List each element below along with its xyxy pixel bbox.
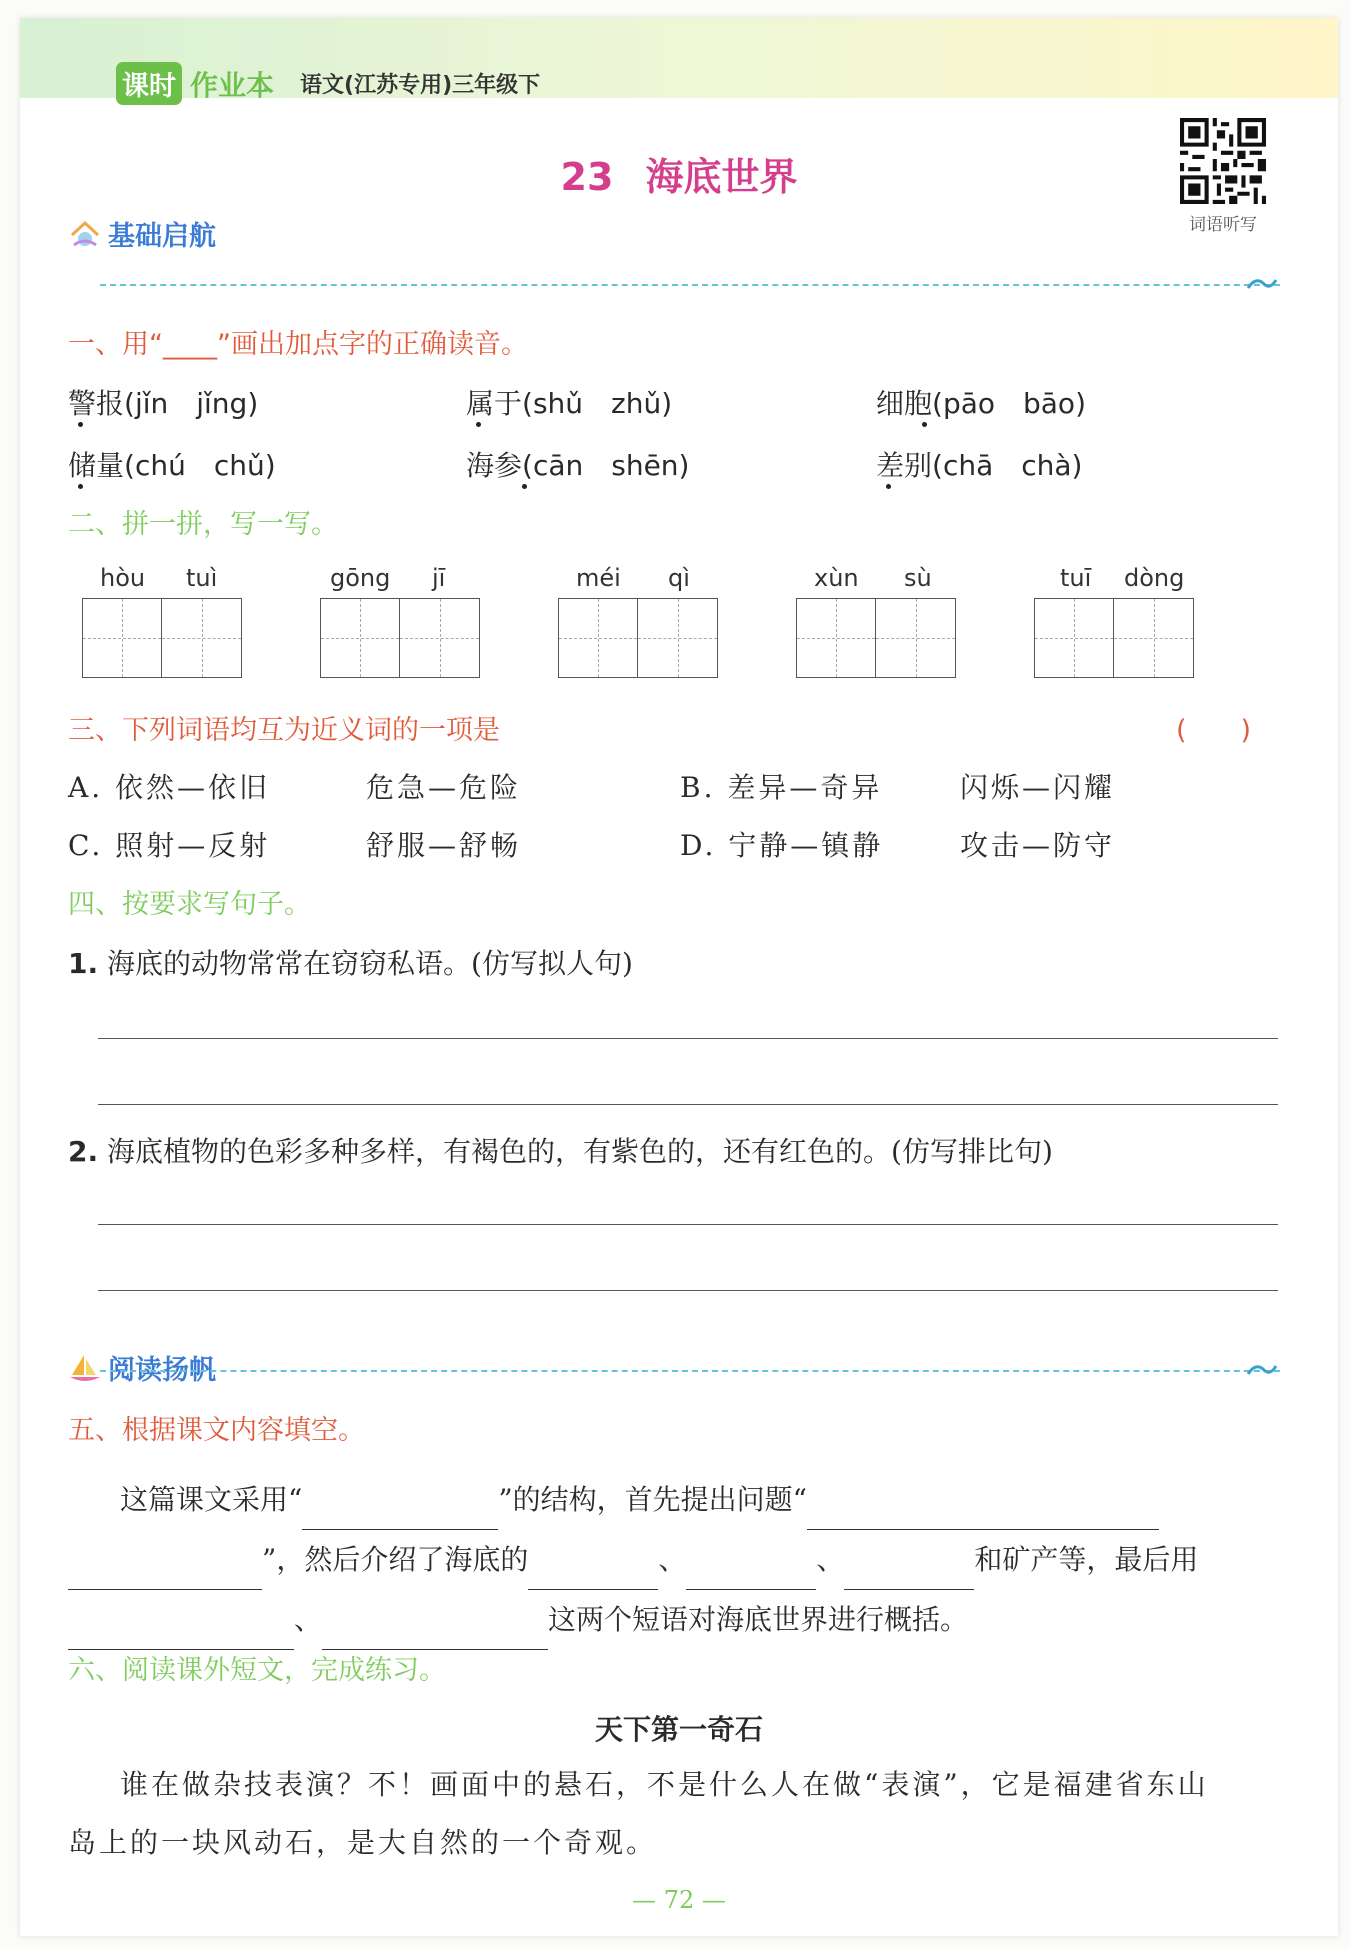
brand-title: 作业本 — [190, 68, 275, 102]
q3-option[interactable] — [680, 766, 882, 806]
q1-options[interactable]: (chú chǔ) — [124, 449, 276, 482]
question-4-prompt: 四、按要求写句子。 — [68, 889, 311, 920]
paragraph-line: 岛上的一块风动石，是大自然的一个奇观。 — [68, 1826, 658, 1859]
reading-title: 天下第一奇石 — [594, 1713, 763, 1746]
emphasis-dot — [886, 484, 891, 489]
option-words: 照射—反射 — [115, 829, 271, 862]
question-6-prompt: 六、阅读课外短文，完成练习。 — [68, 1655, 446, 1686]
fill-text: 这篇课文采用“ — [120, 1483, 303, 1516]
lesson-name: 海底世界 — [645, 155, 798, 199]
wave-icon — [1246, 1358, 1278, 1378]
option-letter: B. — [680, 771, 716, 804]
pinyin-label: hòu — [100, 564, 146, 592]
q1-word: 储量 — [68, 449, 125, 482]
item-number: 2. — [68, 1135, 99, 1168]
q1-item — [876, 382, 1086, 422]
lesson-number: 23 — [560, 155, 614, 199]
section-title: 基础启航 — [108, 221, 216, 252]
q3-option-words: 闪烁—闪耀 — [960, 771, 1116, 804]
question-2-prompt: 二、拼一拼，写一写。 — [68, 509, 338, 540]
q3-option[interactable] — [68, 824, 270, 864]
section-divider — [100, 1370, 1280, 1372]
emphasis-dot — [78, 422, 83, 427]
q1-word: 差别 — [876, 449, 933, 482]
emphasis-dot — [476, 422, 481, 427]
emphasis-dot — [922, 422, 927, 427]
answer-line[interactable] — [98, 1224, 1278, 1225]
qr-label: 词语听写 — [1189, 215, 1257, 235]
pinyin-label: tuī — [1060, 564, 1092, 592]
page-number: — 72 — — [632, 1886, 726, 1914]
blank-item-3[interactable] — [844, 1561, 974, 1590]
option-letter: C. — [68, 829, 104, 862]
pinyin-label: jī — [432, 564, 446, 592]
q4-sentence — [68, 1130, 1053, 1170]
pinyin-label: tuì — [186, 564, 218, 592]
answer-parentheses[interactable]: ( ) — [1176, 715, 1252, 746]
blank-question-cont[interactable] — [68, 1561, 262, 1590]
answer-line[interactable] — [98, 1104, 1278, 1105]
fill-text: 和矿产等，最后用 — [974, 1543, 1199, 1576]
option-letter: A. — [68, 771, 104, 804]
pinyin-label: sù — [904, 564, 932, 592]
header-brand — [116, 62, 540, 105]
fill-text: ”，然后介绍了海底的 — [262, 1543, 529, 1576]
writing-grid[interactable] — [796, 598, 956, 678]
blank-structure[interactable] — [302, 1501, 498, 1530]
sentence-text: 海底的动物常常在窃窃私语。(仿写拟人句) — [107, 947, 633, 980]
q3-option-words: 攻击—防守 — [960, 829, 1116, 862]
section-header-reading — [68, 1348, 216, 1387]
q1-item — [466, 444, 689, 484]
pinyin-label: méi — [576, 564, 621, 592]
blank-phrase-1[interactable] — [68, 1621, 294, 1650]
fill-text: 、 — [658, 1543, 687, 1576]
fill-text: ”的结构，首先提出问题“ — [498, 1483, 807, 1516]
question-5-prompt: 五、根据课文内容填空。 — [68, 1415, 365, 1446]
question-1-prompt: 一、用“____”画出加点字的正确读音。 — [68, 329, 528, 360]
house-icon — [68, 219, 102, 249]
pinyin-label: xùn — [814, 564, 859, 592]
option-words: 差异—奇异 — [727, 771, 883, 804]
q1-options[interactable]: (cān shēn) — [522, 449, 690, 482]
pinyin-label: dòng — [1124, 564, 1185, 592]
q1-word: 细胞 — [876, 387, 933, 420]
q3-option[interactable] — [680, 824, 883, 864]
q1-item — [68, 382, 258, 422]
qr-code-icon[interactable] — [1180, 118, 1266, 204]
q1-word: 属于 — [466, 387, 523, 420]
q3-option-words: 危急—危险 — [366, 771, 522, 804]
item-number: 1. — [68, 947, 99, 980]
reading-paragraph — [68, 1756, 1288, 1872]
q1-word: 警报 — [68, 387, 125, 420]
q1-options[interactable]: (pāo bāo) — [932, 387, 1086, 420]
writing-grid[interactable] — [558, 598, 718, 678]
writing-grid[interactable] — [1034, 598, 1194, 678]
emphasis-dot — [522, 484, 527, 489]
writing-grid[interactable] — [82, 598, 242, 678]
q3-option-words: 舒服—舒畅 — [366, 829, 522, 862]
answer-line[interactable] — [98, 1290, 1278, 1291]
question-3-prompt: 三、下列词语均互为近义词的一项是 — [68, 715, 500, 746]
q1-options[interactable]: (shǔ zhǔ) — [522, 387, 673, 420]
q1-item — [466, 382, 672, 422]
fill-text: 这两个短语对海底世界进行概括。 — [548, 1603, 969, 1636]
sentence-text: 海底植物的色彩多种多样，有褐色的，有紫色的，还有红色的。(仿写排比句) — [107, 1135, 1053, 1168]
q1-options[interactable]: (chā chà) — [932, 449, 1083, 482]
sailboat-icon — [68, 1351, 102, 1385]
section-title: 阅读扬帆 — [108, 1355, 216, 1386]
q3-option[interactable] — [68, 766, 270, 806]
fill-text: 、 — [294, 1603, 323, 1636]
option-words: 宁静—镇静 — [728, 829, 884, 862]
blank-question[interactable] — [807, 1501, 1159, 1530]
q1-item — [876, 444, 1082, 484]
wave-icon — [1246, 272, 1278, 292]
pinyin-label: qì — [668, 564, 690, 592]
worksheet-page — [20, 18, 1338, 1936]
brand-logo: 课时 — [116, 62, 182, 105]
paragraph-line: 谁在做杂技表演？不！画面中的悬石，不是什么人在做“表演”，它是福建省东山 — [120, 1768, 1209, 1801]
q1-options[interactable]: (jǐn jǐng) — [124, 387, 259, 420]
q1-word: 海参 — [466, 449, 523, 482]
option-letter: D. — [680, 829, 717, 862]
section-divider — [100, 284, 1280, 286]
lesson-title — [20, 146, 1338, 201]
emphasis-dot — [78, 484, 83, 489]
q4-sentence — [68, 942, 633, 982]
section-header-basics — [68, 214, 216, 253]
writing-grid[interactable] — [320, 598, 480, 678]
blank-item-1[interactable] — [528, 1561, 658, 1590]
blank-item-2[interactable] — [686, 1561, 816, 1590]
pinyin-label: gōng — [330, 564, 391, 592]
fill-text: 、 — [816, 1543, 845, 1576]
book-subtitle: 语文(江苏专用)三年级下 — [300, 73, 541, 98]
option-words: 依然—依旧 — [115, 771, 271, 804]
q5-fill-paragraph — [68, 1470, 1280, 1650]
blank-phrase-2[interactable] — [322, 1621, 548, 1650]
answer-line[interactable] — [98, 1038, 1278, 1039]
q1-item — [68, 444, 276, 484]
